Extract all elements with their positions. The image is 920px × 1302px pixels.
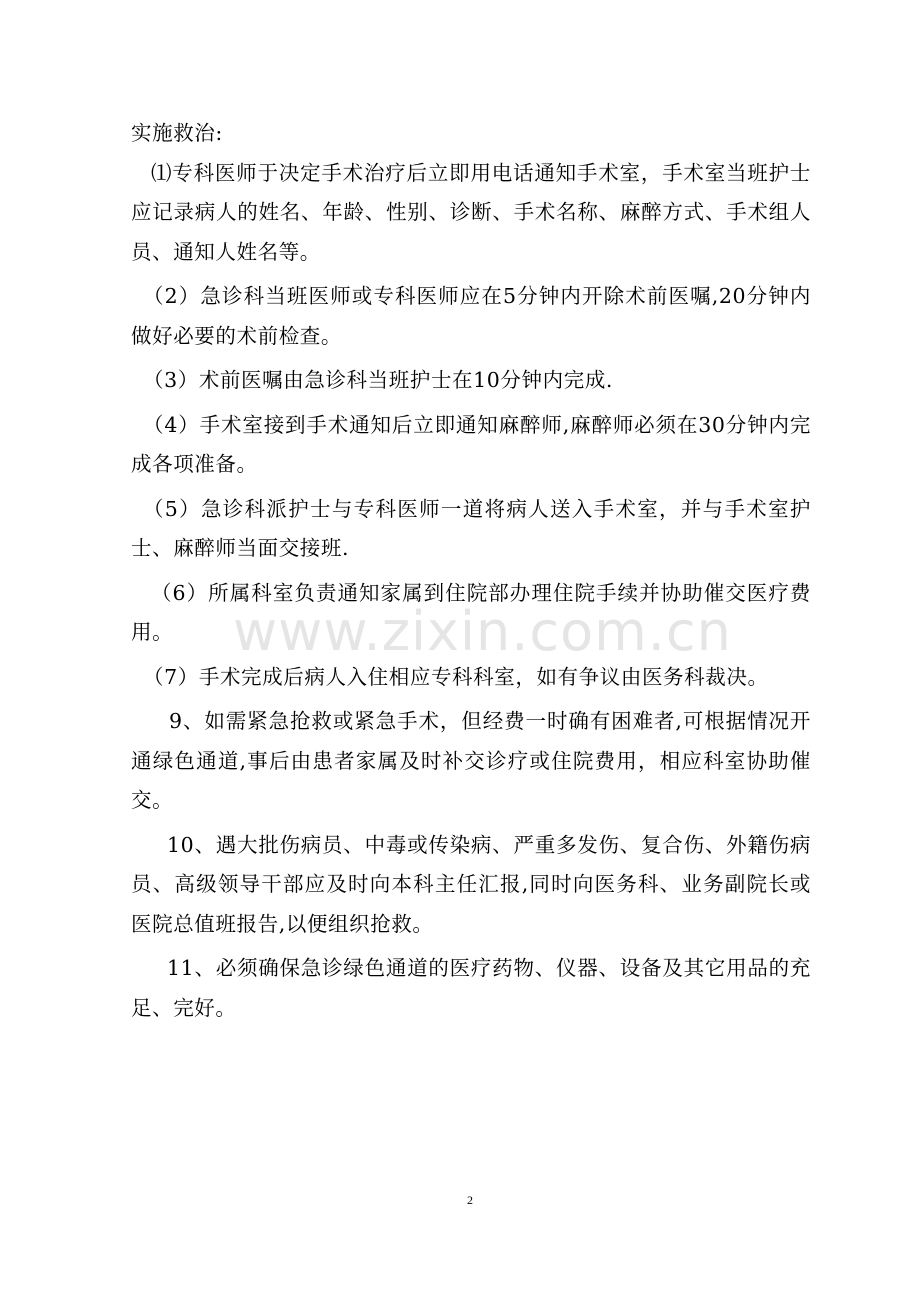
page-number: 2 [467,1193,473,1207]
paragraph-item-6: （6）所属科室负责通知家属到住院部办理住院手续并协助催交医疗费用。 [131,580,811,644]
paragraph-heading: 实施救治: [131,121,223,145]
watermark: www.zixin.com.cn [233,600,732,663]
paragraph-item-11: 11、必须确保急诊绿色通道的医疗药物、仪器、设备及其它用品的充足、完好。 [131,956,811,1020]
paragraph-item-9: 9、如需紧急抢救或紧急手术，但经费一时确有困难者,可根据情况开通绿色通道,事后由患者家属及时补交诊疗或住院费用，相应科室协助催交。 [131,709,811,812]
paragraph-item-4: （4）手术室接到手术通知后立即通知麻醉师,麻醉师必须在30分钟内完成各项准备。 [131,412,811,476]
paragraph-item-7: （7）手术完成后病人入住相应专科科室，如有争议由医务科裁决。 [143,664,769,689]
paragraph-item-3: （3）术前医嘱由急诊科当班护士在10分钟内完成. [143,368,614,392]
document-body [131,114,811,1028]
paragraph-item-2: （2）急诊科当班医师或专科医师应在5分钟内开除术前医嘱,20分钟内做好必要的术前检查。 [131,284,811,348]
paragraph-item-5: （5）急诊科派护士与专科医师一道将病人送入手术室，并与手术室护士、麻醉师当面交接班. [131,496,811,560]
paragraph-item-1: ⑴专科医师于决定手术治疗后立即用电话通知手术室，手术室当班护士应记录病人的姓名、年龄、性别、诊断、手术名称、麻醉方式、手术组人员、通知人姓名等。 [131,160,811,264]
paragraph-item-10: 10、遇大批伤病员、中毒或传染病、严重多发伤、复合伤、外籍伤病员、高级领导干部应及时向本科主任汇报,同时向医务科、业务副院长或医院总值班报告,以便组织抢救。 [131,832,811,936]
